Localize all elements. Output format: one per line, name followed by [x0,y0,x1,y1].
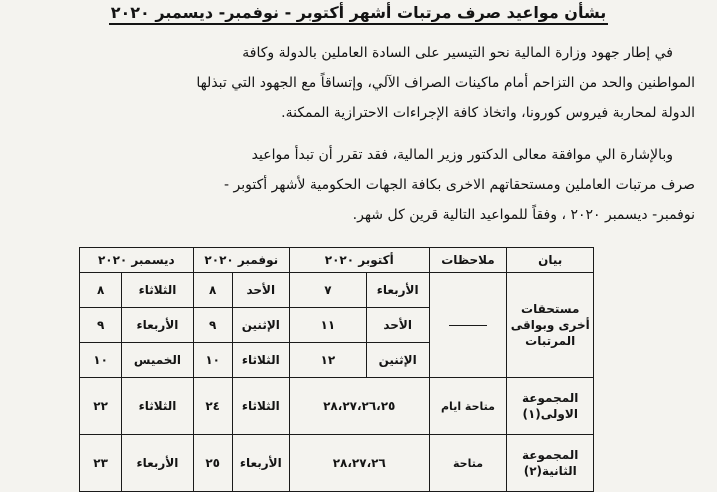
table-header-row [80,248,594,273]
dec-day: الأربعاء [122,435,193,492]
oct-date: ١١ [289,308,366,343]
dec-day: الثلاثاء [122,378,193,435]
nov-date: ٢٥ [193,435,232,492]
oct-day: الإثنين [366,343,429,378]
dec-day: الأربعاء [122,308,193,343]
dash-mark [449,325,487,326]
nov-date: ١٠ [193,343,232,378]
dec-date: ٨ [80,273,122,308]
header-notes: ملاحظات [429,248,507,273]
table-row [80,435,594,492]
nov-day: الأحد [232,273,289,308]
dec-date: ٢٢ [80,378,122,435]
paragraph-line: في إطار جهود وزارة المالية نحو التيسير على السادة العاملين بالدولة وكافة [242,45,673,61]
dec-day: الخميس [122,343,193,378]
oct-dates: ٢٨،٢٧،٢٦ [289,435,429,492]
oct-day: الأربعاء [366,273,429,308]
group-other-label: مستحقات أخرى وبواقى المرتبات [507,273,594,378]
nov-day: الإثنين [232,308,289,343]
paragraph-line: صرف مرتبات العاملين ومستحقاتهم الاخرى بكافة الجهات الحكومية لأشهر أكتوبر - [224,177,695,193]
paragraph-line: نوفمبر- ديسمبر ٢٠٢٠ ، وفقاً للمواعيد التالية قرين كل شهر. [352,207,695,223]
oct-day: الأحد [366,308,429,343]
nov-day: الأربعاء [232,435,289,492]
nov-date: ٨ [193,273,232,308]
salary-schedule-table [79,247,594,492]
group-label: المجموعة الثانية(٢) [507,435,594,492]
table-row [80,378,594,435]
group-note: متاحة ايام [429,378,507,435]
intro-paragraph [19,38,695,128]
oct-date: ٧ [289,273,366,308]
notes-empty-cell [429,273,507,378]
nov-date: ٢٤ [193,378,232,435]
paragraph-line: وبالإشارة الي موافقة معالى الدكتور وزير المالية، فقد تقرر أن تبدأ مواعيد [251,147,673,163]
oct-date: ١٢ [289,343,366,378]
nov-day: الثلاثاء [232,378,289,435]
paragraph-line: الدولة لمحاربة فيروس كورونا، واتخاذ كافة الإجراءات الاحترازية الممكنة. [281,105,695,121]
table-row [80,273,594,308]
paragraph-line: المواطنين والحد من التزاحم أمام ماكينات الصراف الآلي، وإتساقاً مع الجهود التي تبذلها [196,75,695,91]
dec-date: ٩ [80,308,122,343]
header-october: أكتوبر ٢٠٢٠ [289,248,429,273]
dec-date: ١٠ [80,343,122,378]
nov-day: الثلاثاء [232,343,289,378]
document-title: بشأن مواعيد صرف مرتبات أشهر أكتوبر - نوفمبر- ديسمبر ٢٠٢٠ [0,3,717,22]
group-note: متاحة [429,435,507,492]
nov-date: ٩ [193,308,232,343]
dec-day: الثلاثاء [122,273,193,308]
header-december: ديسمبر ٢٠٢٠ [80,248,194,273]
oct-dates: ٢٨،٢٧،٢٦،٢٥ [289,378,429,435]
dec-date: ٢٣ [80,435,122,492]
group-label: المجموعة الاولى(١) [507,378,594,435]
header-november: نوفمبر ٢٠٢٠ [193,248,289,273]
header-statement: بيان [507,248,594,273]
decision-paragraph [19,140,695,230]
